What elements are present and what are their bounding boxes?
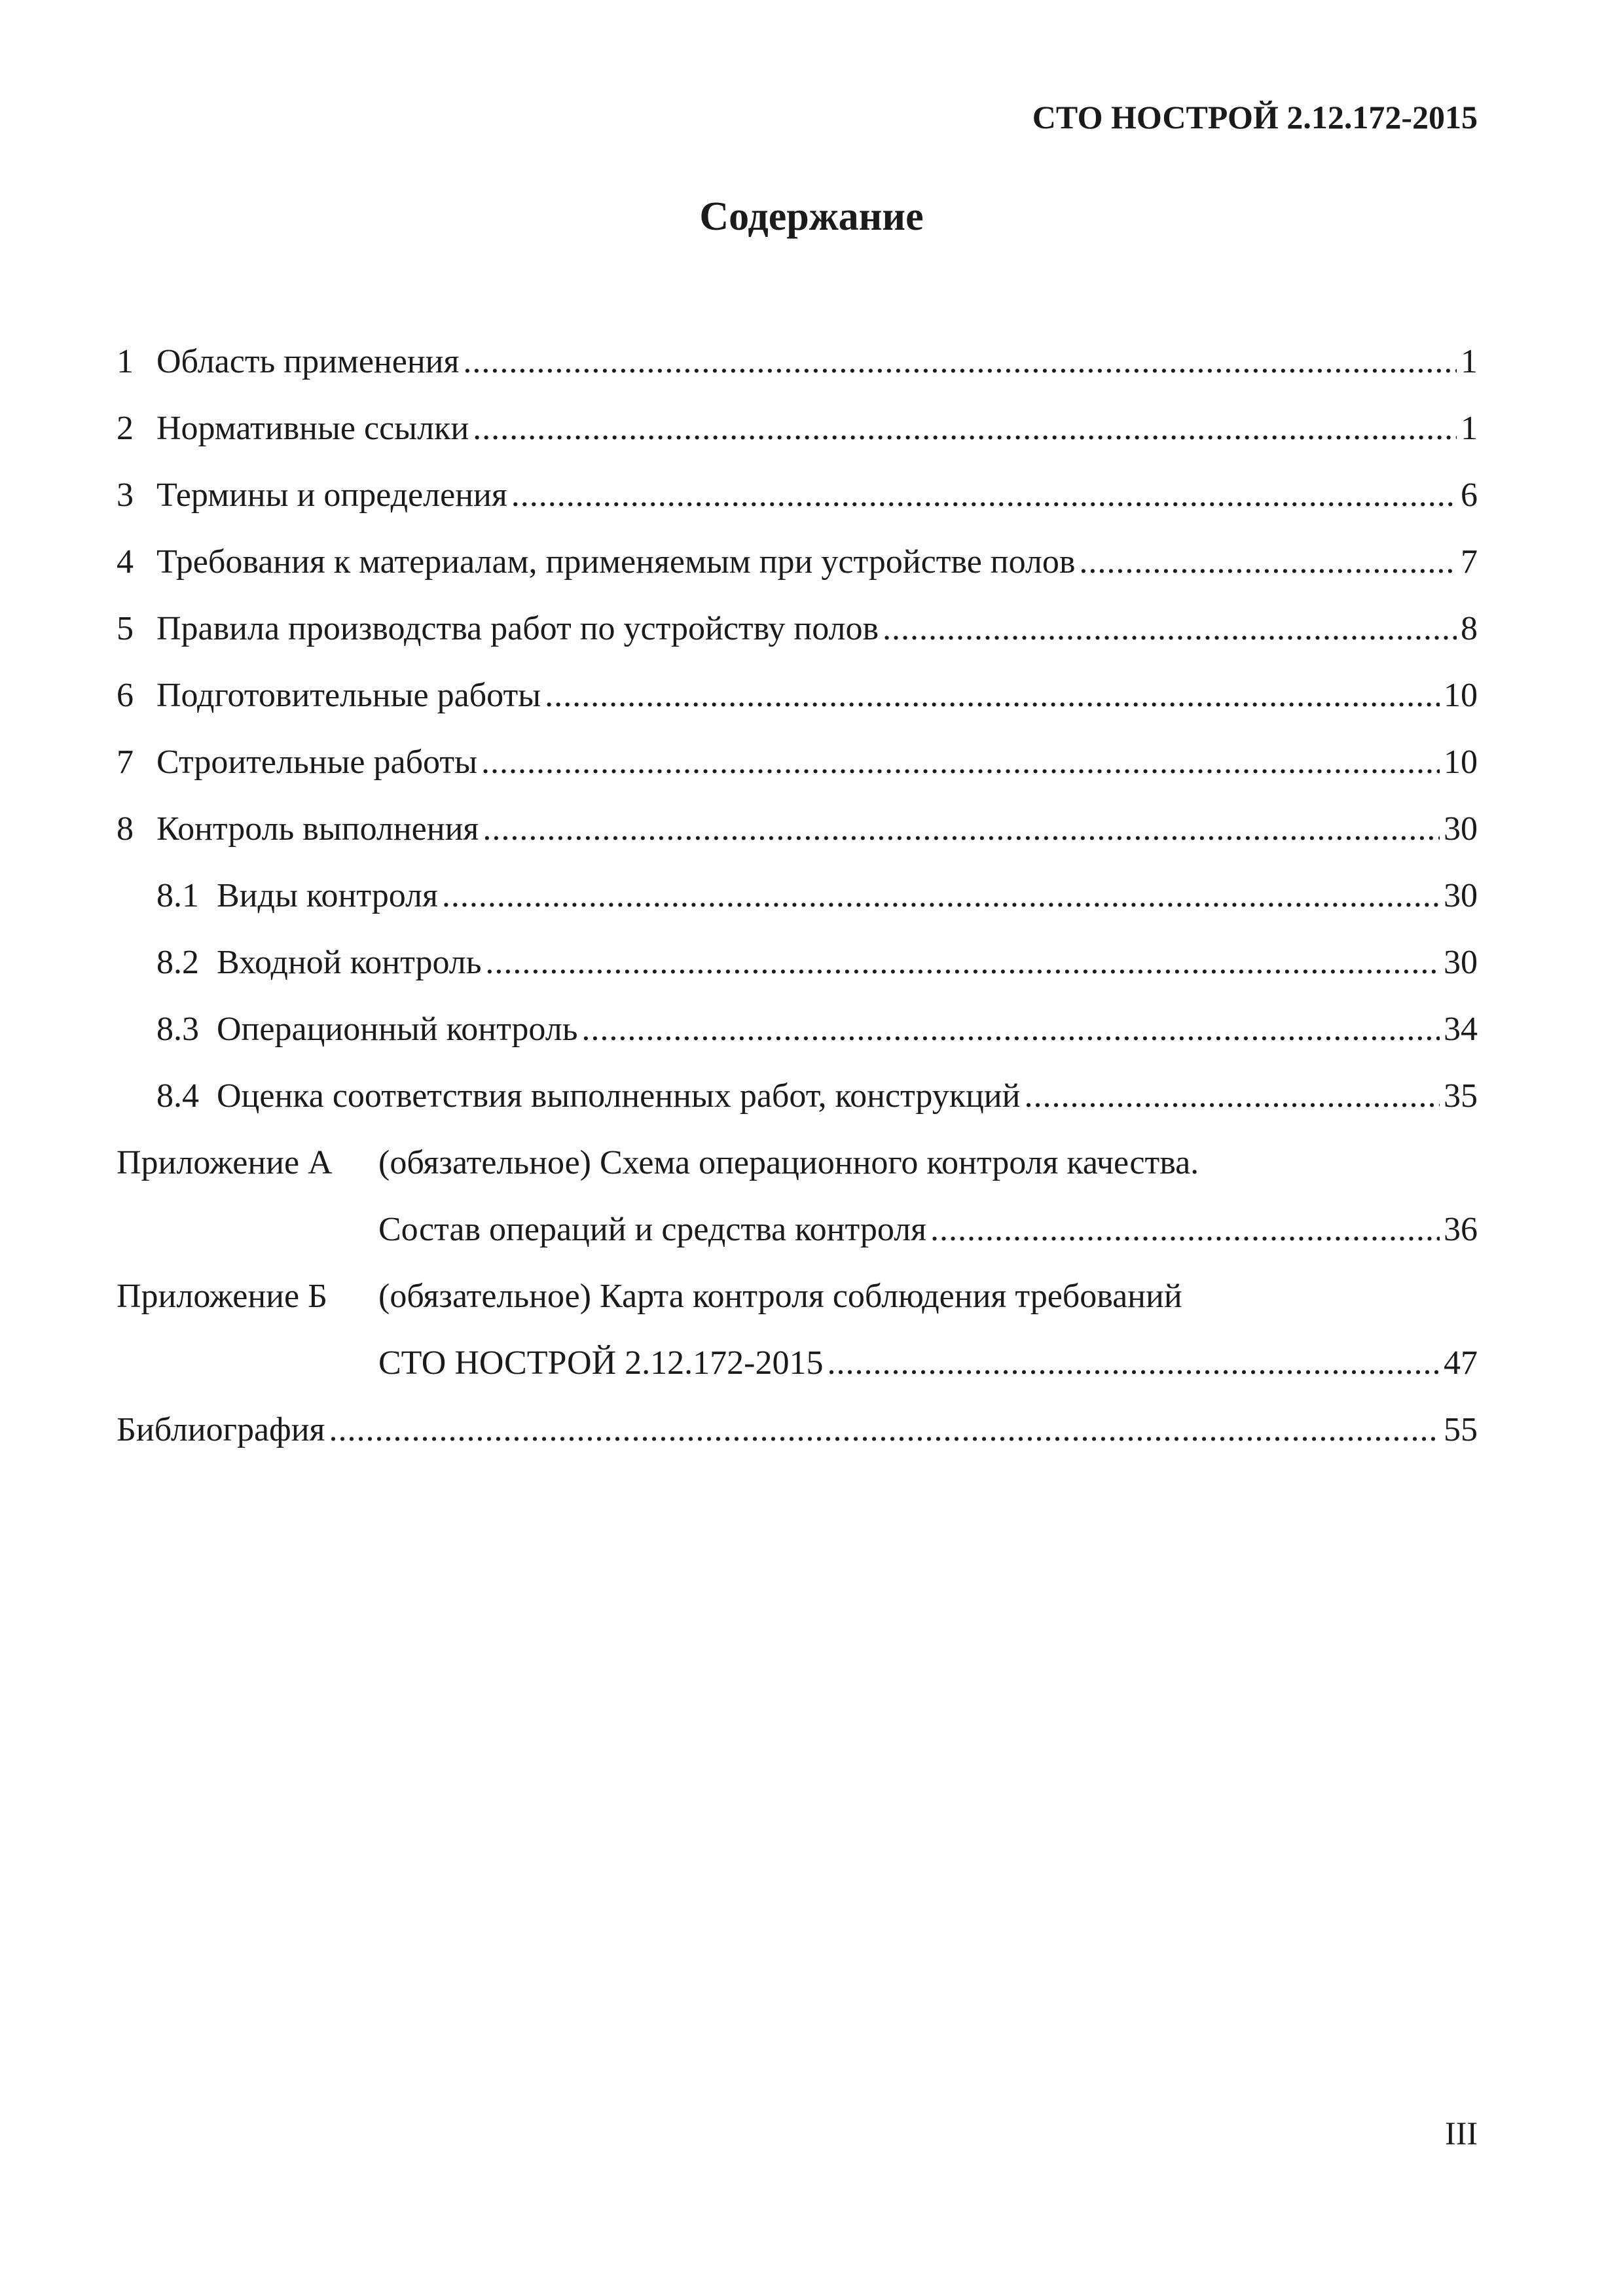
appendix-title-line-1: (обязательное) Схема операционного контроля качества. [378,1144,1199,1181]
toc-item-2[interactable] [117,395,1478,462]
toc-subitem-number: 8.4 [156,1077,199,1115]
toc-item-number: 3 [117,476,134,514]
toc-item-6[interactable] [117,662,1478,729]
toc-item-number: 2 [117,410,134,447]
toc-item-number: 1 [117,343,134,380]
dot-leader [581,996,1440,1063]
toc-subitem-text: Операционный контроль [217,1011,578,1048]
appendix-title-line-2: СТО НОСТРОЙ 2.12.172-2015 [378,1344,824,1382]
toc-subitem-page: 30 [1444,944,1478,981]
toc-item-number: 7 [117,744,134,781]
toc-subitem-page: 30 [1444,877,1478,914]
dot-leader [481,729,1440,796]
toc-item-text: Нормативные ссылки [156,410,469,447]
toc-item-text: Требования к материалам, применяемым при устройстве полов [156,543,1076,581]
appendix-page: 47 [1444,1344,1478,1382]
toc-subitem-text: Входной контроль [217,944,482,981]
toc-item-number: 5 [117,610,134,647]
appendix-title-line-2: Состав операций и средства контроля [378,1211,927,1248]
bibliography-page: 55 [1444,1411,1478,1448]
toc-item-text: Термины и определения [156,476,507,514]
toc-item-number: 4 [117,543,134,581]
toc-item-text: Контроль выполнения [156,810,479,848]
dot-leader [883,596,1457,662]
dot-leader [329,1397,1440,1463]
toc-appendix-a[interactable] [117,1130,1478,1196]
toc-subitem-8-2[interactable] [117,929,1478,996]
toc-item-text: Правила производства работ по устройству полов [156,610,879,647]
toc-subitem-8-1[interactable] [117,863,1478,929]
toc-subitem-number: 8.3 [156,1011,199,1048]
dot-leader [463,329,1457,395]
toc-item-page: 10 [1444,677,1478,714]
toc-subitem-page: 35 [1444,1077,1478,1115]
dot-leader [1079,529,1457,596]
toc-appendix-b[interactable] [117,1263,1478,1330]
page-title: Содержание [699,194,924,239]
appendix-page: 36 [1444,1211,1478,1248]
toc-item-page: 6 [1461,476,1478,514]
dot-leader [1024,1063,1440,1130]
appendix-label: Приложение Б [117,1278,327,1315]
toc-subitem-text: Виды контроля [217,877,438,914]
toc-subitem-8-4[interactable] [117,1063,1478,1130]
toc-item-page: 30 [1444,810,1478,848]
toc-item-4[interactable] [117,529,1478,596]
toc-item-page: 10 [1444,744,1478,781]
toc-subitem-number: 8.1 [156,877,199,914]
toc-subitem-number: 8.2 [156,944,199,981]
toc-item-page: 1 [1461,410,1478,447]
dot-leader [511,462,1457,529]
toc-item-text: Строительные работы [156,744,478,781]
toc-bibliography[interactable] [117,1397,1478,1463]
dot-leader [473,395,1457,462]
toc-item-3[interactable] [117,462,1478,529]
bibliography-text: Библиография [117,1411,325,1448]
toc-item-page: 1 [1461,343,1478,380]
toc-item-1[interactable] [117,329,1478,395]
toc-item-text: Подготовительные работы [156,677,541,714]
toc-subitem-8-3[interactable] [117,996,1478,1063]
document-code: СТО НОСТРОЙ 2.12.172-2015 [1032,99,1478,135]
toc-item-text: Область применения [156,343,460,380]
toc-appendix-b-continuation[interactable] [117,1330,1478,1397]
toc-item-5[interactable] [117,596,1478,662]
toc-appendix-a-continuation[interactable] [117,1196,1478,1263]
appendix-title-line-1: (обязательное) Карта контроля соблюдения требований [378,1278,1182,1315]
toc-item-7[interactable] [117,729,1478,796]
dot-leader [545,662,1440,729]
toc-item-page: 8 [1461,610,1478,647]
toc-item-page: 7 [1461,543,1478,581]
toc-subitem-text: Оценка соответствия выполненных работ, конструкций [217,1077,1021,1115]
toc-subitem-page: 34 [1444,1011,1478,1048]
appendix-label: Приложение А [117,1144,333,1181]
toc-item-number: 6 [117,677,134,714]
dot-leader [827,1330,1440,1397]
page-number: III [1445,2115,1478,2151]
dot-leader [485,929,1440,996]
dot-leader [442,863,1440,929]
dot-leader [483,796,1440,863]
table-of-contents [117,329,1478,1463]
toc-item-number: 8 [117,810,134,848]
dot-leader [930,1196,1440,1263]
toc-item-8[interactable] [117,796,1478,863]
